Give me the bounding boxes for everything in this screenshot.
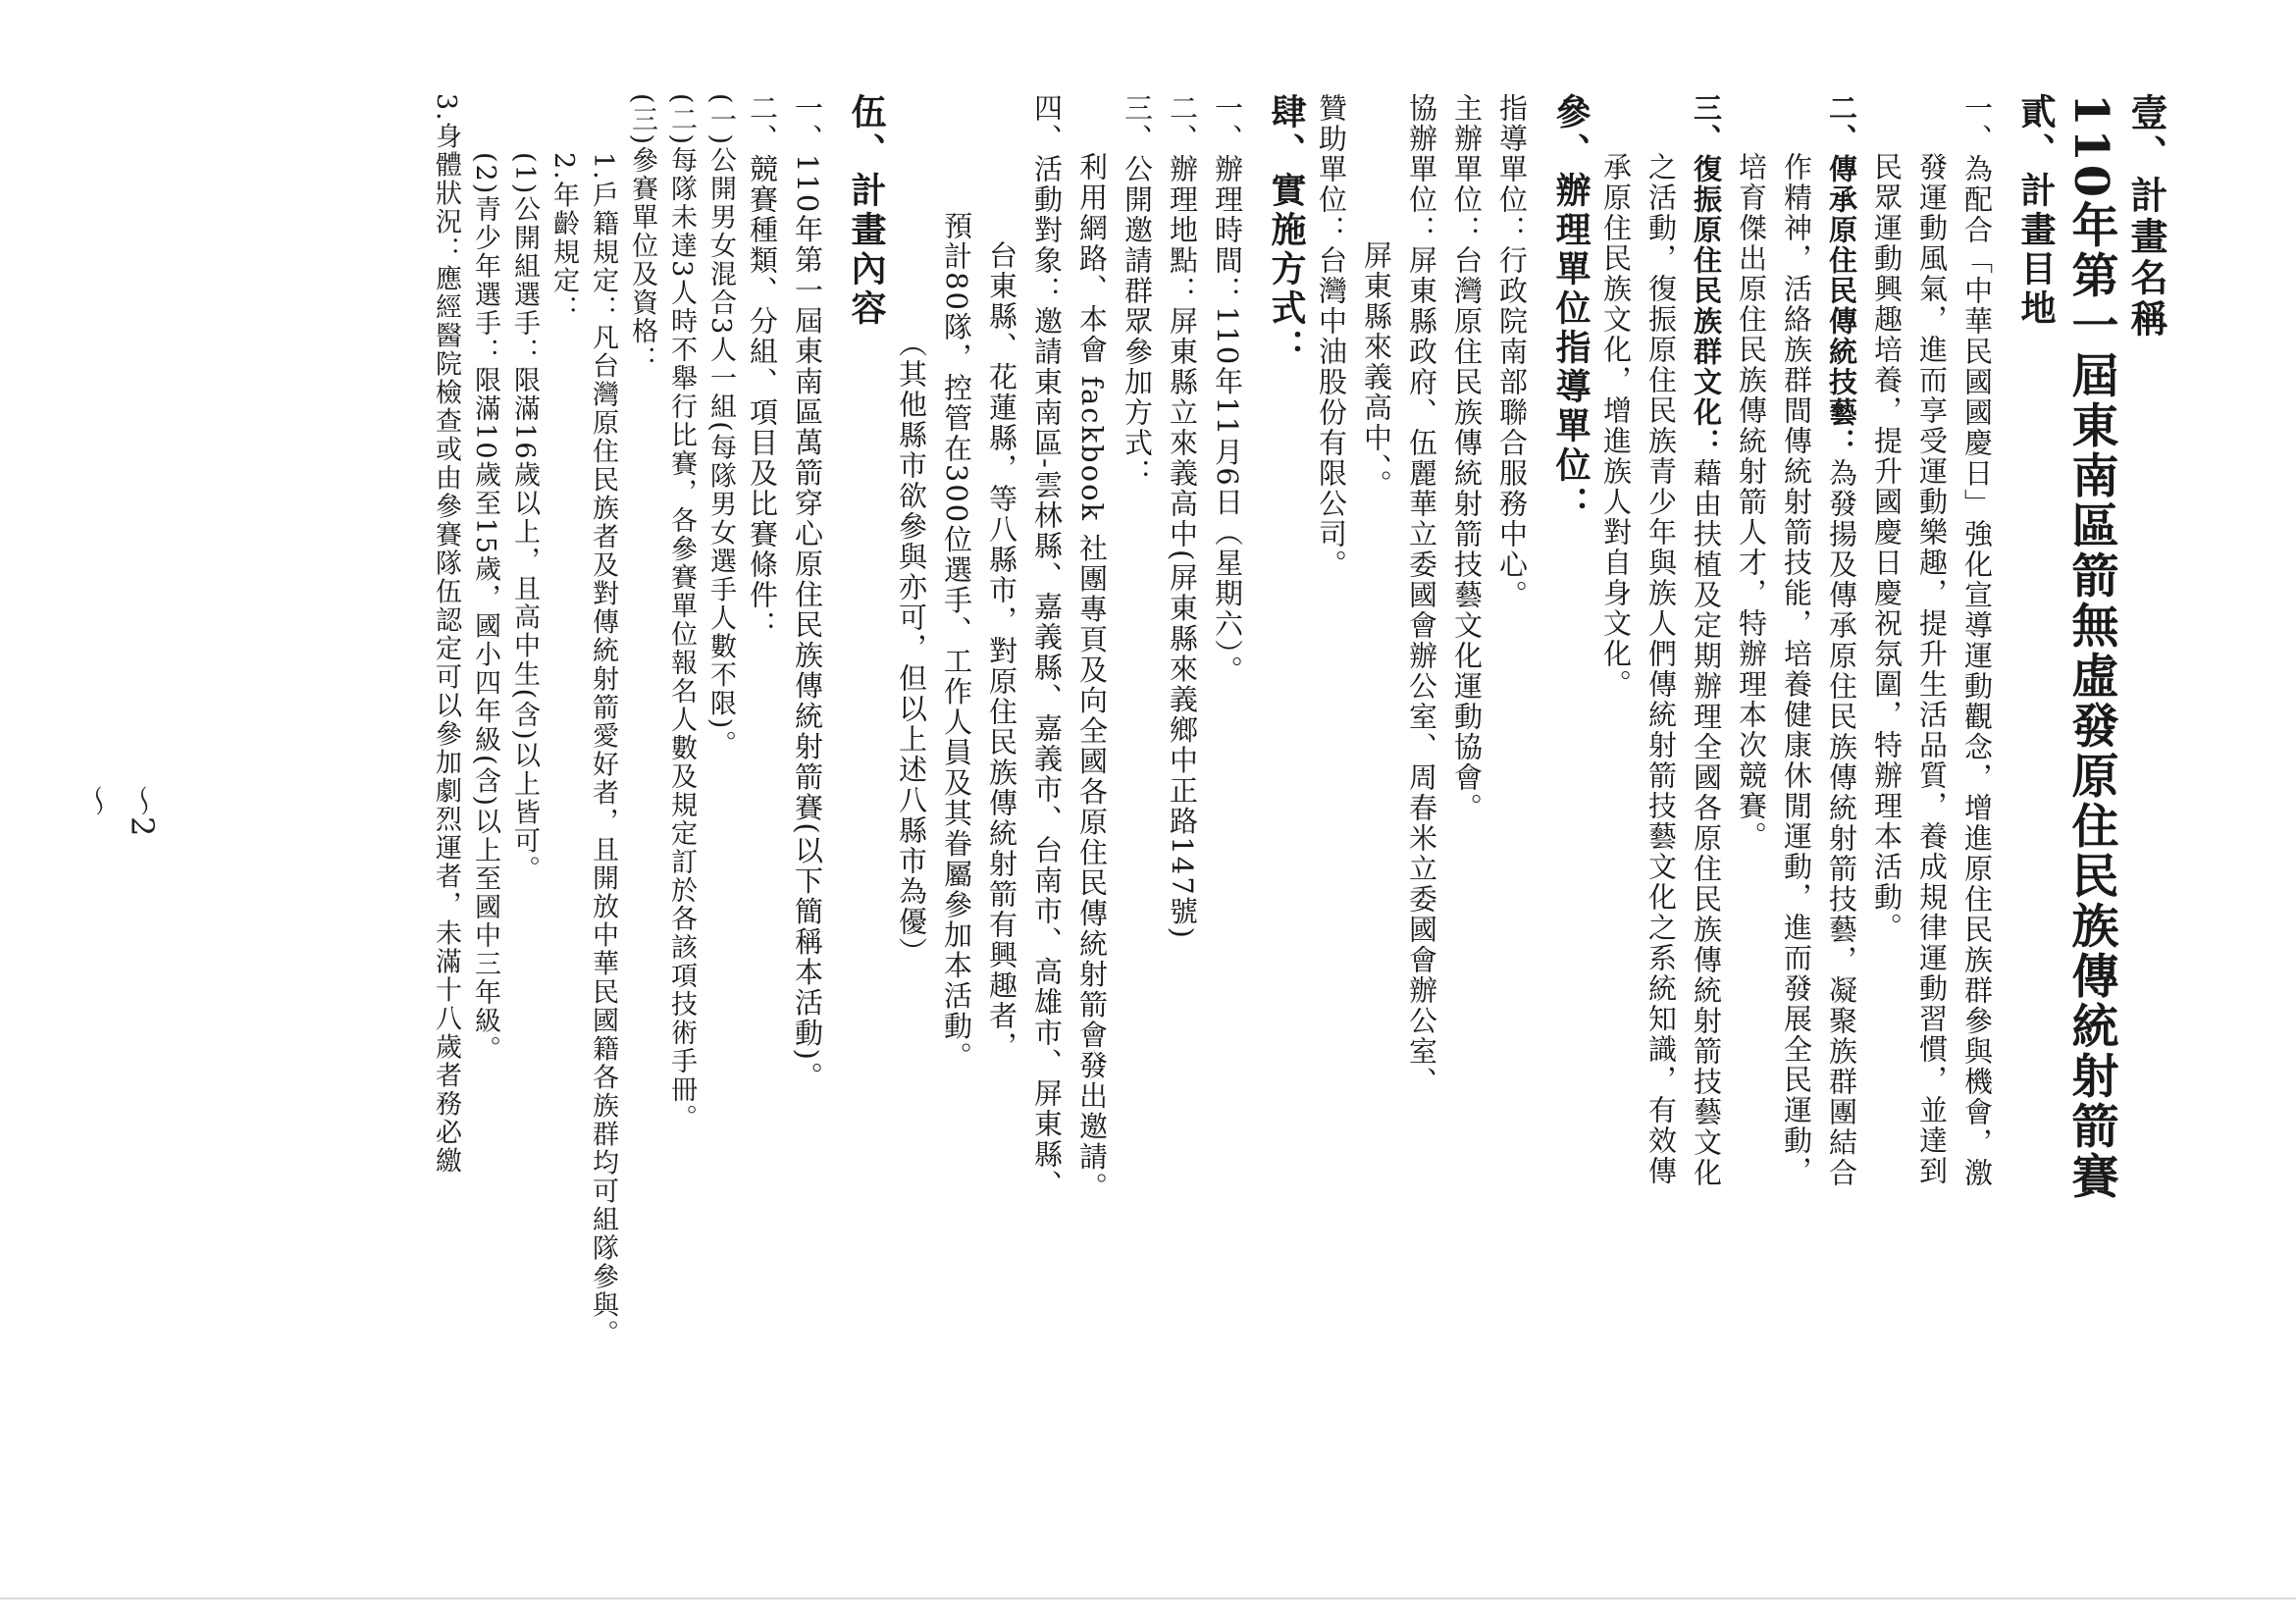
purpose-2-line-3: 培育傑出原住民族傳統射箭人才，特辦理本次競賽。 — [1735, 152, 1768, 852]
purpose-3-lead: 三、復振原住民族群文化： — [1690, 93, 1723, 458]
event-venue: 二、辦理地點：屏東縣立來義高中(屏東縣來義鄉中正路147號) — [1166, 93, 1199, 940]
invitation-method: 三、公開邀請群眾參加方式： — [1121, 93, 1154, 489]
purpose-3-line-1 — [1684, 93, 1729, 1585]
section-5-heading: 伍、計畫內容 — [846, 93, 887, 329]
co-host-unit-cont: 屏東縣來義高中、。 — [1360, 240, 1393, 500]
content-line-9: (2)青少年選手：限滿10歲至15歲，國小四年級(含)以上至國中三年級。 — [470, 152, 500, 1065]
purpose-1-line-3: 民眾運動興趣培養，提升國慶日慶祝氛圍，特辦理本活動。 — [1870, 152, 1904, 943]
section-1-heading: 壹、計畫名稱 — [2124, 93, 2168, 340]
purpose-3-text-1: 藉由扶植及定期辦理全國各原住民族傳統射箭技藝文化 — [1690, 458, 1723, 1188]
content-line-1: 一、110年第一屆東南區萬箭穿心原住民族傳統射箭賽(以下簡稱本活動)。 — [791, 93, 824, 1092]
participants-line-2: 台東縣、花蓮縣，等八縣市，對原住民族傳統射箭有興趣者， — [985, 240, 1018, 1062]
section-4-heading: 肆、實施方式： — [1266, 93, 1307, 368]
invitation-method-detail: 利用網路、本會 fackbook 社團專頁及向全國各原住民傳統射箭會發出邀請。 — [1075, 152, 1109, 1203]
purpose-2-line-1 — [1819, 93, 1864, 1585]
section-2-heading: 貳、計畫目地 — [2015, 93, 2057, 329]
content-line-2: 二、競賽種類、分組、項目及比賽條件： — [746, 93, 779, 641]
purpose-2-lead: 二、傳承原住民傳統技藝： — [1825, 93, 1858, 458]
co-host-unit: 協辦單位：屏東縣政府、伍麗華立委國會辦公室、周春米立委國會辦公室、 — [1405, 93, 1438, 1097]
purpose-1-line-1: 一、為配合「中華民國國慶日」強化宣導運動觀念，增進原住民族群參與機會，激 — [1960, 93, 1994, 1188]
document-title: 110年第一屆東南區箭無虛發原住民族傳統射箭賽 — [2063, 93, 2118, 1202]
purpose-3-line-2: 之活動，復振原住民族青少年與族人們傳統射箭技藝文化之系統知識，有效傳 — [1644, 152, 1678, 1186]
section-3-heading: 參、辦理單位指導單位： — [1550, 93, 1592, 525]
content-line-10: 3.身體狀況：應經醫院檢查或由參賽隊伍認定可以參加劇烈運者，未滿十八歲者務必繳 — [431, 93, 461, 1176]
content-line-8: (1)公開組選手：限滿16歲以上，且高中生(含)以上皆可。 — [509, 152, 540, 884]
content-line-3: (一)公開男女混合3人一組(每隊男女選手人數不限)。 — [705, 93, 736, 759]
page-number: ～2～ — [78, 785, 161, 837]
host-unit: 主辦單位：台灣原住民族傳統射箭技藝文化運動協會。 — [1450, 93, 1484, 823]
content-line-4: (二)每隊未達3人時不舉行比賽，各參賽單位報名人數及規定訂於各該項技術手冊。 — [666, 93, 697, 1133]
scan-edge-divider — [0, 1597, 2296, 1599]
guidance-unit: 指導單位：行政院南部聯合服務中心。 — [1495, 93, 1529, 610]
document-body — [147, 93, 2168, 1585]
purpose-1-line-2: 發運動風氣，進而享受運動樂趣，提升生活品質，養成規律運動習慣，並達到 — [1915, 152, 1949, 1186]
participants-line-1: 四、活動對象：邀請東南區-雲林縣、嘉義縣、嘉義市、台南市、高雄市、屏東縣、 — [1030, 93, 1064, 1200]
content-line-7: 2.年齡規定： — [548, 152, 579, 324]
event-time: 一、辦理時間：110年11月6日（星期六）。 — [1211, 93, 1244, 687]
content-line-5: (三)參賽單位及資格： — [627, 93, 657, 375]
participants-line-4: （其他縣市欲參與亦可，但以上述八縣市為優） — [895, 329, 928, 968]
content-line-6: 1.戶籍規定：凡台灣原住民族者及對傳統射箭愛好者，且開放中華民國籍各族群均可組隊參與。 — [588, 152, 618, 1348]
purpose-3-line-3: 承原住民族文化，增進族人對自身文化。 — [1599, 152, 1633, 700]
participants-line-3: 預計80隊，控管在300位選手、工作人員及其眷屬參加本活動。 — [940, 211, 973, 1073]
sponsor-unit: 贊助單位：台灣中油股份有限公司。 — [1315, 93, 1348, 580]
purpose-2-text-1: 為發揚及傳承原住民族傳統射箭技藝，凝聚族群團結合 — [1825, 458, 1858, 1188]
purpose-2-line-2: 作精神，活絡族群間傳統射箭技能，培養健康休閒運動，進而發展全民運動， — [1780, 152, 1813, 1186]
